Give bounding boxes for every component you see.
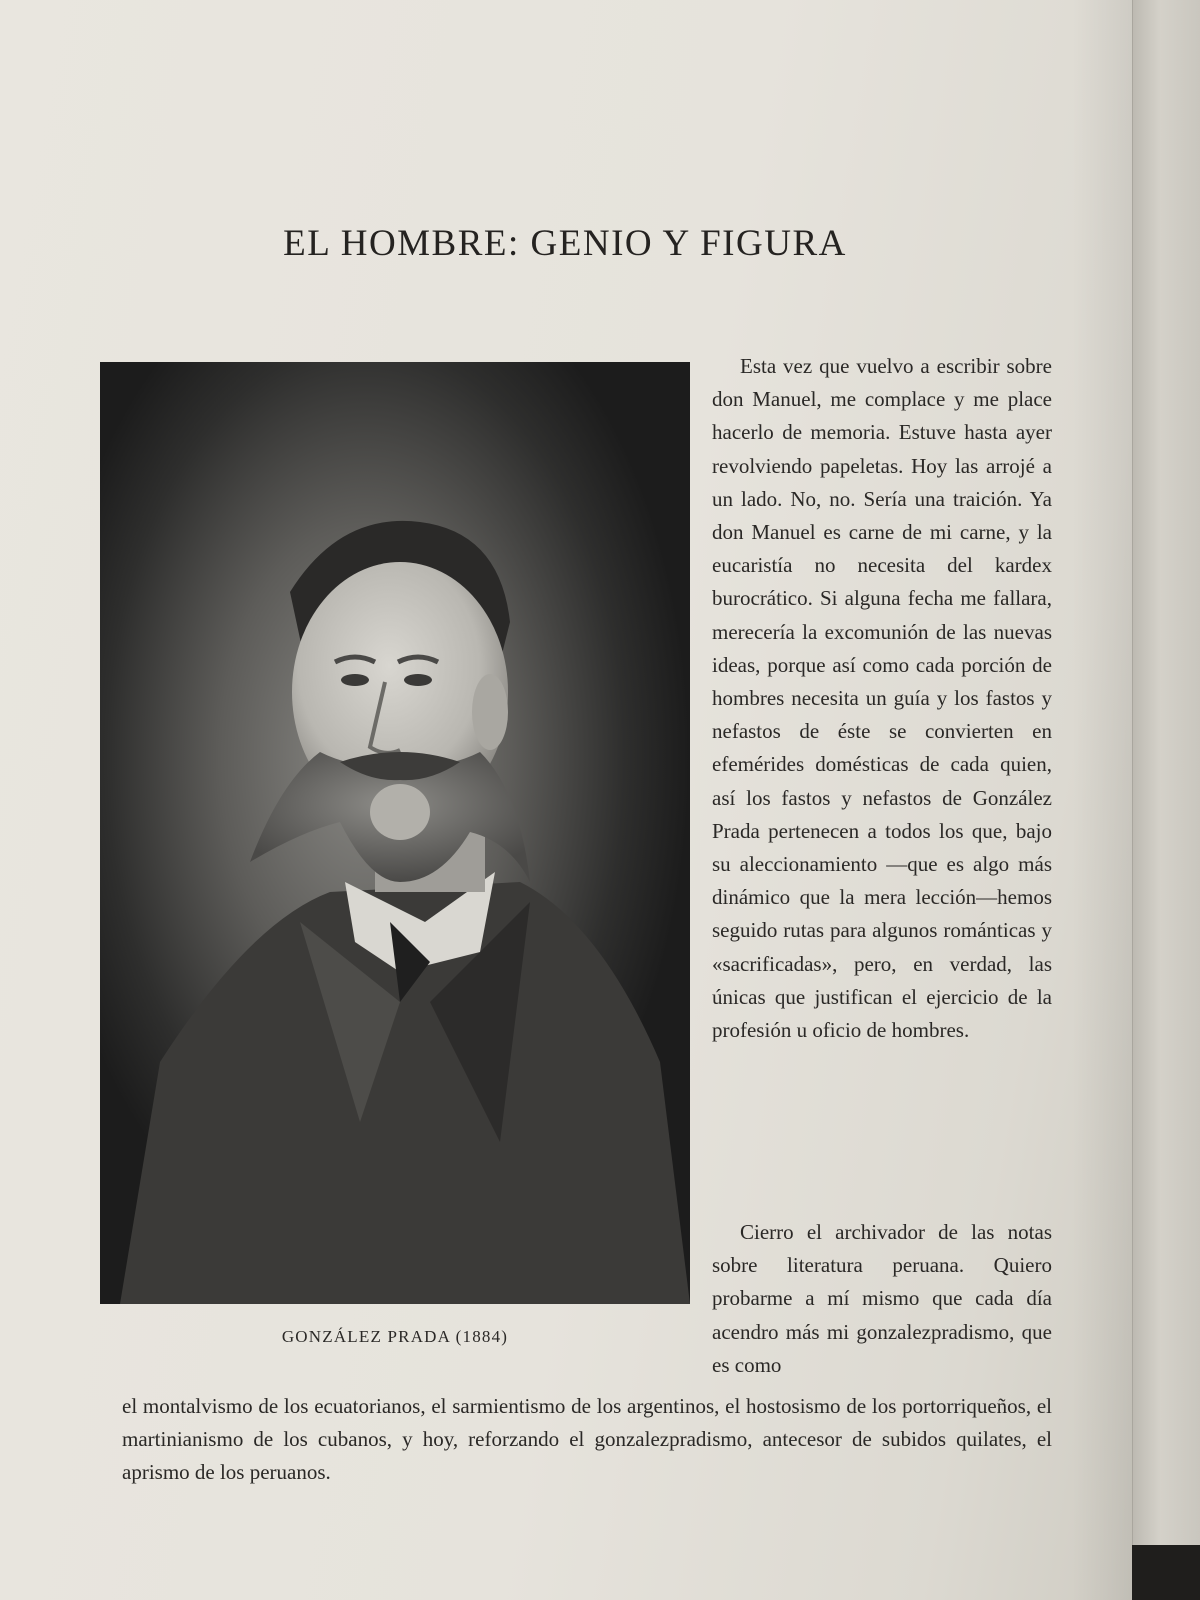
portrait-illustration bbox=[100, 362, 690, 1304]
adjacent-page-edge bbox=[1132, 0, 1200, 1545]
text-column-second bbox=[712, 1216, 1052, 1382]
portrait-photo bbox=[100, 362, 690, 1304]
chapter-title: EL HOMBRE: GENIO Y FIGURA bbox=[283, 223, 847, 264]
page-gutter-shadow bbox=[1072, 0, 1132, 1600]
photo-caption: GONZÁLEZ PRADA (1884) bbox=[281, 1327, 509, 1346]
text-column bbox=[712, 350, 1052, 1047]
paragraph-2: Cierro el archivador de las notas sobre literatura peruana. Quiero probarme a mí mismo que cada día acendro más mi gonzalezpradismo, que es como bbox=[712, 1220, 1052, 1377]
paragraph-1: Esta vez que vuelvo a escribir sobre don Manuel, me complace y me place hacerlo de memoria. Estuve hasta ayer revolviendo papeletas. Hoy las arrojé a un lado. No, no. Sería una traición. Ya don Manuel es carne de mi carne, y la eucaristía no necesita del kardex burocrático. Si alguna fecha me fallara, merecería la excomunión de las nuevas ideas, porque así como cada porción de hombres necesita un guía y los fastos y nefastos de éste se convierten en efemérides domésticas de cada quien, así los fastos y nefastos de González Prada pertenecen a todos los que, bajo su aleccionamiento —que es algo más dinámico que la mera lección—hemos seguido rutas para algunos románticas y «sacrificadas», pero, en verdad, las únicas que justifican el ejercicio de la profesión u oficio de hombres. bbox=[712, 354, 1052, 1043]
paragraph-2-continuation: el montalvismo de los ecuatorianos, el sarmientismo de los argentinos, el hostosismo de los portorriqueños, el martinianismo de los cubanos, y hoy, reforzando el gonzalezpradismo, antecesor de subidos quilates, el aprismo de los peruanos. bbox=[122, 1394, 1052, 1484]
